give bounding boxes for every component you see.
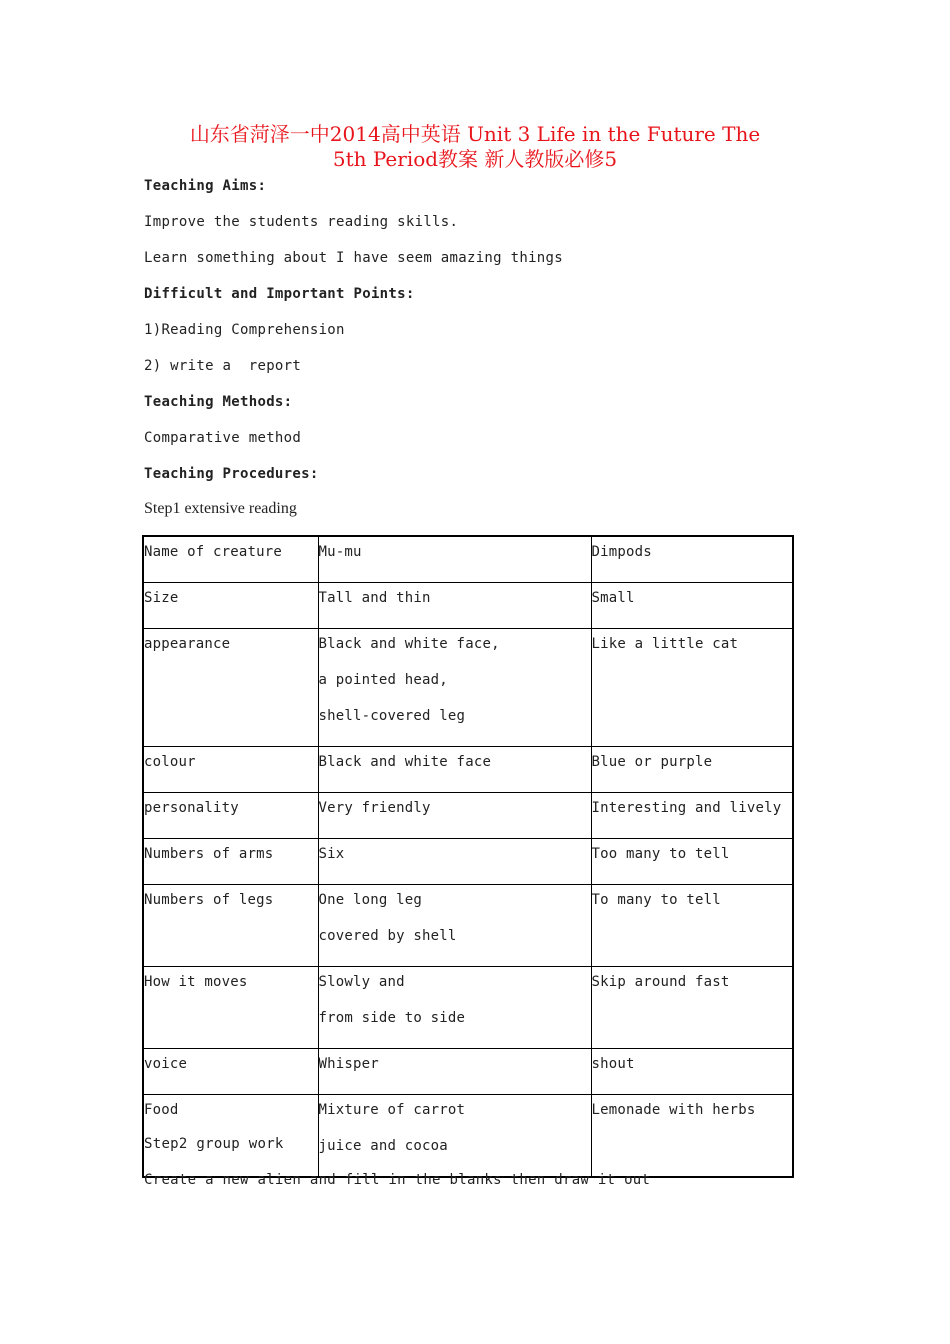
cell-text: Dimpods (591, 544, 652, 560)
cell-text: Blue or purple (591, 754, 713, 770)
table-cell (318, 1095, 591, 1178)
table-cell (591, 536, 793, 583)
cell-text: Slowly and (318, 974, 405, 990)
cell-text: Like a little cat (591, 636, 739, 652)
table-cell (318, 793, 591, 839)
cell-text: Black and white face, (318, 636, 500, 652)
creature-comparison-table (142, 535, 794, 1178)
table-cell (143, 839, 318, 885)
cell-text: voice (144, 1056, 188, 1072)
table-cell (591, 629, 793, 747)
document-title (120, 122, 830, 172)
procedures-heading-line: Teaching Procedures: (144, 466, 319, 482)
table-cell (143, 793, 318, 839)
step2-heading: Step2 group work (144, 1136, 284, 1152)
table-body (143, 536, 793, 1177)
table-row (143, 536, 793, 583)
table-cell (143, 747, 318, 793)
cell-text: Whisper (318, 1056, 379, 1072)
table-row (143, 1049, 793, 1095)
table-cell (591, 885, 793, 967)
table-cell (318, 839, 591, 885)
cell-text: shout (591, 1056, 635, 1072)
table-cell (318, 1049, 591, 1095)
table-cell (143, 583, 318, 629)
table-cell (318, 747, 591, 793)
table-cell (591, 747, 793, 793)
table-cell (318, 885, 591, 967)
aims-heading-line: Teaching Aims: (144, 178, 267, 194)
table-cell (591, 967, 793, 1049)
table-row (143, 885, 793, 967)
cell-text: personality (144, 800, 239, 816)
table-row (143, 839, 793, 885)
cell-text: One long leg (318, 892, 423, 908)
step1-heading: Step1 extensive reading (144, 500, 297, 517)
title-line-2: 5th Period教案 新人教版必修5 (332, 147, 618, 171)
cell-text: Lemonade with herbs (591, 1102, 756, 1118)
table-cell (591, 1095, 793, 1178)
cell-text: Numbers of legs (144, 892, 274, 908)
table-cell (318, 536, 591, 583)
cell-text: Small (591, 590, 635, 606)
cell-text: Tall and thin (318, 590, 431, 606)
aim-1: Improve the students reading skills. (144, 214, 459, 230)
aim-2: Learn something about I have seem amazing things (144, 250, 563, 266)
cell-text: covered by shell (318, 928, 457, 944)
table-row (143, 967, 793, 1049)
table-cell (591, 583, 793, 629)
table-row (143, 583, 793, 629)
table-cell (143, 967, 318, 1049)
cell-text: Skip around fast (591, 974, 730, 990)
point-1: 1)Reading Comprehension (144, 322, 345, 338)
table-cell (591, 839, 793, 885)
table-row (143, 629, 793, 747)
cell-text: To many to tell (591, 892, 721, 908)
cell-text: Numbers of arms (144, 846, 274, 862)
cell-text: shell-covered leg (318, 708, 466, 724)
cell-text: Name of creature (144, 544, 283, 560)
table-cell (143, 536, 318, 583)
table-row (143, 747, 793, 793)
procedures-heading: Teaching Procedures (144, 466, 310, 482)
cell-text: Very friendly (318, 800, 431, 816)
cell-text: Size (144, 590, 179, 606)
cell-text: a pointed head, (318, 672, 448, 688)
table-cell (318, 967, 591, 1049)
methods-heading: Teaching Methods: (144, 394, 293, 410)
point-2: 2) write a report (144, 358, 302, 374)
step2-instructions: Create a new alien and fill in the blanks then draw it out (144, 1172, 651, 1188)
table-cell (143, 885, 318, 967)
table-cell (591, 793, 793, 839)
cell-text: Food (144, 1102, 179, 1118)
table-cell (143, 629, 318, 747)
cell-text: Interesting and lively (591, 800, 782, 816)
cell-text: Too many to tell (591, 846, 730, 862)
cell-text: Six (318, 846, 345, 862)
cell-text: How it moves (144, 974, 248, 990)
cell-text: colour (144, 754, 196, 770)
method-1: Comparative method (144, 430, 302, 446)
cell-text: Mu-mu (318, 544, 362, 560)
table-cell (591, 1049, 793, 1095)
cell-text: appearance (144, 636, 231, 652)
table-cell (318, 629, 591, 747)
table-cell (318, 583, 591, 629)
table-row (143, 793, 793, 839)
cell-text: from side to side (318, 1010, 466, 1026)
cell-text: Mixture of carrot (318, 1102, 466, 1118)
aims-heading: Teaching Aims (144, 178, 258, 194)
points-heading: Difficult and Important Points: (144, 286, 415, 302)
title-line-1: 山东省菏泽一中2014高中英语 Unit 3 Life in the Future The (189, 122, 761, 146)
cell-text: Black and white face (318, 754, 492, 770)
cell-text: juice and cocoa (318, 1138, 448, 1154)
table-cell (143, 1049, 318, 1095)
